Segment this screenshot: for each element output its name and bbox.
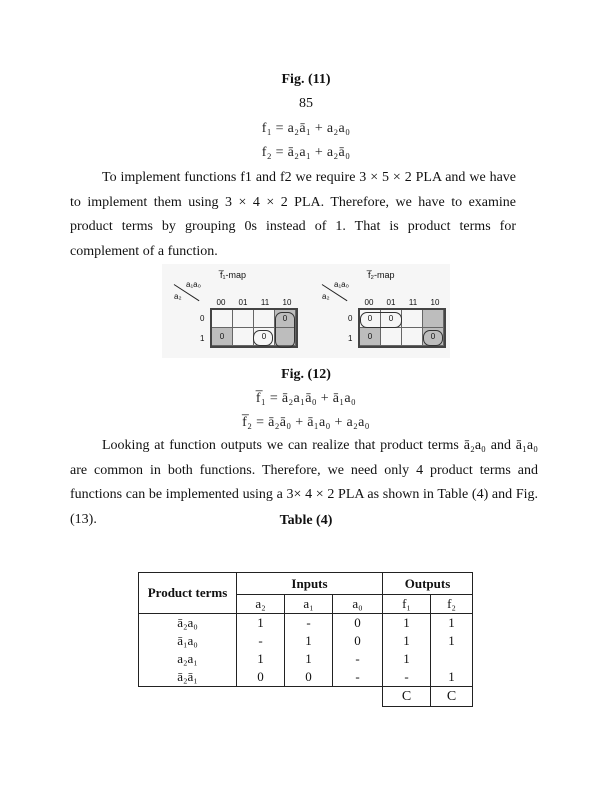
subheader-input: a₂ xyxy=(237,595,285,614)
cell-f1: - xyxy=(383,668,431,687)
header-inputs: Inputs xyxy=(237,573,383,595)
paragraph-intro xyxy=(70,166,516,264)
kmap-f2-col: 01 xyxy=(386,298,396,307)
kmap-f1-var-top: a₁a₀ xyxy=(186,280,201,289)
fig11-caption: Fig. (11) xyxy=(281,72,331,87)
kmap-cell: 0 xyxy=(381,310,402,328)
table-caption: Table (4) xyxy=(279,513,333,528)
cell-f2: 1 xyxy=(431,614,473,633)
cell-f2: 1 xyxy=(431,632,473,650)
subheader-input: a₁ xyxy=(285,595,333,614)
cell-a2: 1 xyxy=(237,650,285,668)
kmap-f1-group-loop xyxy=(253,330,273,346)
kmap-f1 xyxy=(164,264,304,358)
kmap-cell xyxy=(233,310,254,328)
equation-f2: f₂ = ā₂a₁ + a₂ā₀ xyxy=(261,145,351,160)
kmap-f1-row: 0 xyxy=(200,314,205,323)
cell-a1: 1 xyxy=(285,632,333,650)
equation-f1-bar: f̅₁ = ā₂a₁ā₀ + ā₁a₀ xyxy=(255,391,357,406)
cell-a0: - xyxy=(333,650,383,668)
kmap-f1-group-loop xyxy=(275,312,295,348)
paragraph-analysis-text: Looking at function outputs we can realize that product terms ā₂a₀ and ā₁a₀ are common in both functions. Therefore, we need only 4 product terms and functions can be implemented using a 3× 4 × 2 PLA as shown in Table (4) and Fig. (13). xyxy=(70,438,538,527)
cell-a1: 0 xyxy=(285,668,333,687)
kmap-f2-row: 1 xyxy=(348,334,353,343)
cell-f1: 1 xyxy=(383,650,431,668)
subheader-output: f₂ xyxy=(431,595,473,614)
kmap-f2-col: 11 xyxy=(408,298,418,307)
kmap-f2-col: 00 xyxy=(364,298,374,307)
kmap-cell xyxy=(212,310,233,328)
kmap-f2 xyxy=(312,264,452,358)
subheader-output: f₁ xyxy=(383,595,431,614)
table-row xyxy=(139,614,473,633)
kmap-cell: 0 xyxy=(275,310,296,328)
cell-f2-complement-flag: C xyxy=(431,687,473,707)
kmap-cell: 0 xyxy=(360,310,381,328)
kmap-cell: 0 xyxy=(212,328,233,346)
cell-a2: - xyxy=(237,632,285,650)
kmap-f1-title: f̅₁-map xyxy=(220,270,247,280)
cell-a2: 1 xyxy=(237,614,285,633)
cell-f2 xyxy=(431,650,473,668)
kmap-f2-group-loop xyxy=(423,330,443,346)
kmap-cell: 0 xyxy=(360,328,381,346)
cell-a0: - xyxy=(333,668,383,687)
table-row xyxy=(139,650,473,668)
kmap-f2-group-loop xyxy=(360,312,402,328)
kmap-figure xyxy=(162,264,450,358)
kmap-f2-row: 0 xyxy=(348,314,353,323)
kmap-f1-col: 00 xyxy=(216,298,226,307)
kmap-f1-col: 11 xyxy=(260,298,270,307)
cell-a1: 1 xyxy=(285,650,333,668)
kmap-f1-col: 10 xyxy=(282,298,292,307)
kmap-cell xyxy=(423,310,444,328)
product-term: ā₂a₀ xyxy=(139,614,237,633)
pla-table xyxy=(138,572,473,707)
kmap-f2-col: 10 xyxy=(430,298,440,307)
subheader-input: a₀ xyxy=(333,595,383,614)
cell-a0: 0 xyxy=(333,632,383,650)
cell-f2: 1 xyxy=(431,668,473,687)
header-outputs: Outputs xyxy=(383,573,473,595)
equation-f1: f₁ = a₂ā₁ + a₂a₀ xyxy=(261,121,351,136)
table-row xyxy=(139,632,473,650)
cell-a2: 0 xyxy=(237,668,285,687)
cell-f1: 1 xyxy=(383,614,431,633)
product-term: ā₂ā₁ xyxy=(139,668,237,687)
kmap-f1-col: 01 xyxy=(238,298,248,307)
kmap-f1-var-left: a₂ xyxy=(174,292,182,301)
cell-f1-complement-flag: C xyxy=(383,687,431,707)
kmap-cell: 0 xyxy=(423,328,444,346)
kmap-cell: 0 xyxy=(254,328,275,346)
product-term: a₂a₁ xyxy=(139,650,237,668)
page-number: 85 xyxy=(299,96,313,111)
equation-f2-bar: f̅₂ = ā₂ā₀ + ā₁a₀ + a₂a₀ xyxy=(242,415,370,430)
fig12-caption: Fig. (12) xyxy=(281,367,331,382)
kmap-cell xyxy=(402,310,423,328)
table-row xyxy=(139,668,473,687)
kmap-f2-var-left: a₂ xyxy=(322,292,330,301)
kmap-f1-row: 1 xyxy=(200,334,205,343)
kmap-cell xyxy=(402,328,423,346)
product-term: ā₁a₀ xyxy=(139,632,237,650)
kmap-cell xyxy=(381,328,402,346)
kmap-f2-var-top: a₁a₀ xyxy=(334,280,349,289)
header-product-terms: Product terms xyxy=(139,573,237,614)
kmap-f2-title: f̅₂-map xyxy=(368,270,395,280)
cell-a0: 0 xyxy=(333,614,383,633)
kmap-cell xyxy=(233,328,254,346)
paragraph-intro-text: To implement functions f1 and f2 we require 3 × 5 × 2 PLA and we have to implement them using 3 × 4 × 2 PLA. Therefore, we have to examine product terms by grouping 0s instead of 1. That is product terms for complement of a function. xyxy=(70,170,516,259)
cell-f1: 1 xyxy=(383,632,431,650)
kmap-cell xyxy=(254,310,275,328)
cell-a1: - xyxy=(285,614,333,633)
